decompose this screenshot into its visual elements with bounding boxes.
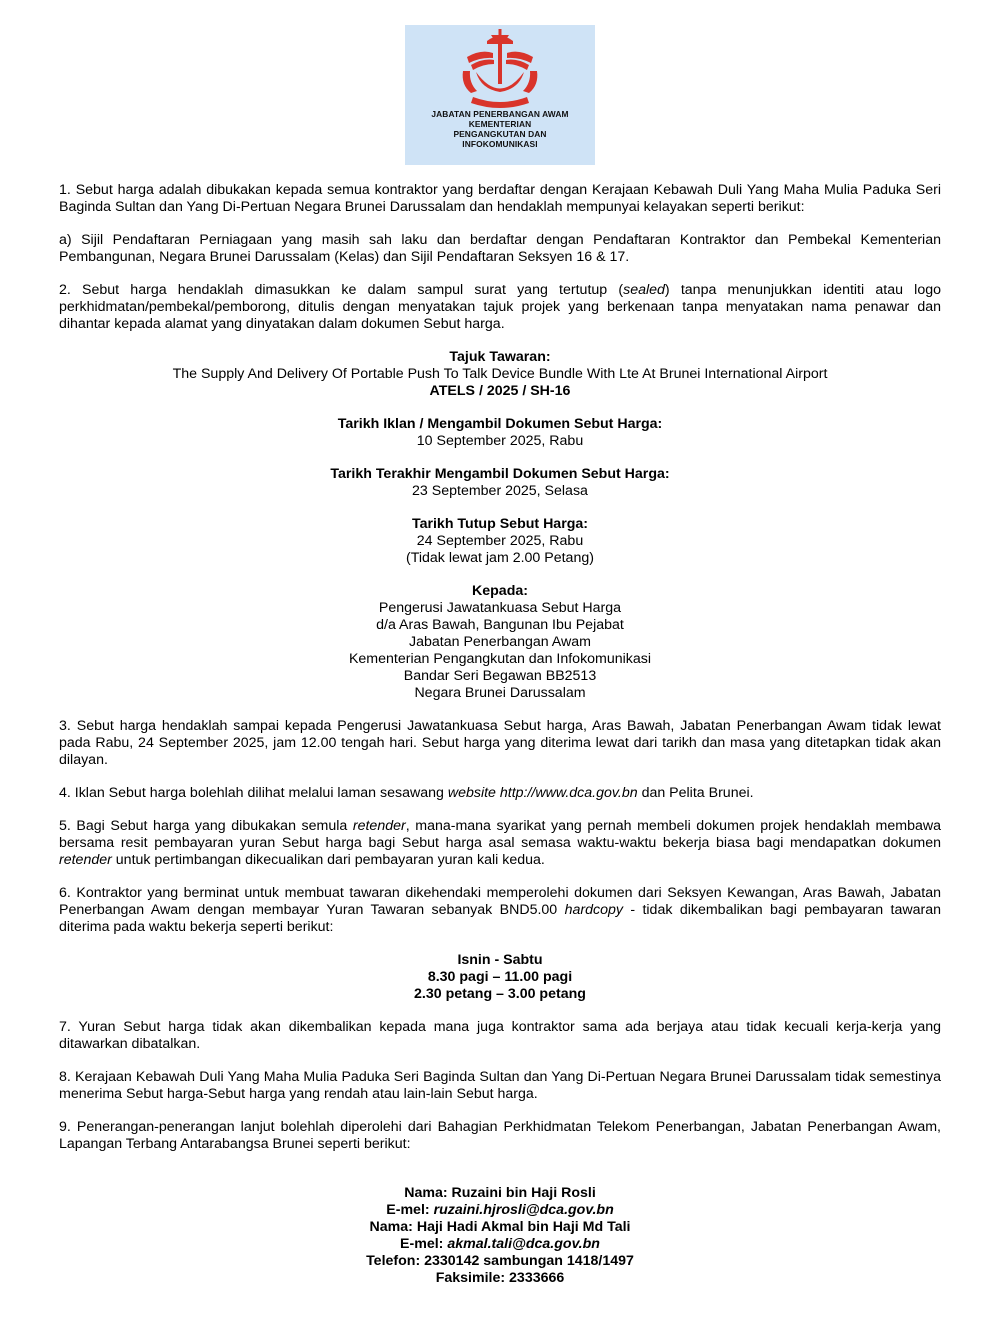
label: Nama:: [404, 1185, 452, 1201]
contact-name-2: [59, 1219, 941, 1236]
text: 2. Sebut harga hendaklah dimasukkan ke dalam sampul surat yang tertutup (: [59, 282, 624, 298]
last-date-block: [59, 466, 941, 500]
closing-time: (Tidak lewat jam 2.00 Petang): [406, 550, 594, 566]
email-link[interactable]: akmal.tali@dca.gov.bn: [447, 1236, 600, 1252]
contact-email-1: [59, 1202, 941, 1219]
text: dan Pelita Brunei.: [637, 785, 754, 801]
agency-name: [405, 109, 595, 149]
address-line: Bandar Seri Begawan BB2513: [403, 668, 597, 684]
brunei-crest-icon: [459, 27, 541, 111]
text: 4. Iklan Sebut harga bolehlah dilihat melalui laman sesawang: [59, 785, 448, 801]
text-italic: sealed: [623, 282, 665, 298]
paragraph-1a: a) Sijil Pendaftaran Perniagaan yang masih sah laku dan berdaftar dengan Pendaftaran Kontraktor dan Pembekal Kementerian Pembangunan, Negara Brunei Darussalam (Kelas) dan Sijil Pendaftaran Seksyen 16 & 17.: [59, 232, 941, 265]
text: untuk pertimbangan dikecualikan dari pembayaran yuran kali kedua.: [111, 852, 545, 868]
contact-name-1: [59, 1185, 941, 1202]
tender-title-label: Tajuk Tawaran:: [449, 349, 551, 365]
value: Ruzaini bin Haji Rosli: [451, 1185, 596, 1201]
text-italic: retender: [59, 852, 112, 868]
address-line: d/a Aras Bawah, Bangunan Ibu Pejabat: [376, 617, 624, 633]
agency-line: PENGANGKUTAN DAN: [453, 129, 547, 139]
closing-date: 24 September 2025, Rabu: [416, 533, 584, 549]
tender-title-block: [59, 349, 941, 400]
last-date-label: Tarikh Terakhir Mengambil Dokumen Sebut Harga:: [330, 466, 670, 482]
paragraph-4: [59, 785, 941, 802]
text: 5. Bagi Sebut harga yang dibukakan semula: [59, 818, 353, 834]
ad-date-label: Tarikh Iklan / Mengambil Dokumen Sebut Harga:: [337, 416, 663, 432]
contact-fax: Faksimile: 2333666: [435, 1270, 565, 1286]
last-date: 23 September 2025, Selasa: [412, 483, 588, 499]
tender-title: The Supply And Delivery Of Portable Push To Talk Device Bundle With Lte At Brunei International Airport: [172, 366, 828, 382]
paragraph-3: 3. Sebut harga hendaklah sampai kepada Pengerusi Jawatankuasa Sebut harga, Aras Bawah, Jabatan Penerbangan Awam tidak lewat pada Rabu, 24 September 2025, jam 12.00 tengah hari. Sebut harga yang diterima lewat dari tarikh dan masa yang ditetapkan tidak akan dilayan.: [59, 718, 941, 768]
agency-line: JABATAN PENERBANGAN AWAM: [431, 109, 569, 119]
text: 6. Kontraktor yang berminat untuk membuat tawaran dikehendaki memperolehi dokumen dari Seksyen Kewangan, Aras Bawah, Jabatan Penerbangan Awam dengan membayar Yuran Tawaran sebanyak BND5.00: [59, 885, 941, 918]
address-block: [59, 583, 941, 702]
label: E-mel:: [386, 1202, 434, 1218]
working-days: Isnin - Sabtu: [457, 952, 543, 968]
ad-date-block: [59, 416, 941, 450]
contact-block: [59, 1185, 941, 1287]
address-label: Kepada:: [472, 583, 528, 599]
ad-date: 10 September 2025, Rabu: [416, 433, 584, 449]
agency-line: INFOKOMUNIKASI: [462, 139, 538, 149]
text-italic: hardcopy: [564, 902, 623, 918]
working-hours-block: [59, 952, 941, 1003]
working-hours-afternoon: 2.30 petang – 3.00 petang: [414, 986, 586, 1002]
email-link[interactable]: ruzaini.hjrosli@dca.gov.bn: [433, 1202, 614, 1218]
paragraph-2: [59, 282, 941, 333]
address-line: Jabatan Penerbangan Awam: [409, 634, 591, 650]
address-line: Kementerian Pengangkutan dan Infokomunikasi: [348, 651, 652, 667]
address-line: Pengerusi Jawatankuasa Sebut Harga: [378, 600, 622, 616]
paragraph-6: [59, 885, 941, 936]
label: Nama:: [369, 1219, 417, 1235]
working-hours-morning: 8.30 pagi – 11.00 pagi: [427, 969, 573, 985]
closing-date-block: [59, 516, 941, 567]
label: E-mel:: [400, 1236, 448, 1252]
paragraph-8: 8. Kerajaan Kebawah Duli Yang Maha Mulia Paduka Seri Baginda Sultan dan Yang Di-Pertuan Negara Brunei Darussalam tidak semestinya menerima Sebut harga-Sebut harga yang rendah atau lain-lain Sebut harga.: [59, 1069, 941, 1102]
website-link[interactable]: website http://www.dca.gov.bn: [447, 785, 638, 801]
value: Haji Hadi Akmal bin Haji Md Tali: [416, 1219, 631, 1235]
contact-email-2: [59, 1236, 941, 1253]
text: , mana-mana syarikat yang pernah membeli dokumen projek hendaklah membawa bersama resit pembayaran yuran Sebut harga bagi Sebut harga asal semasa waktu-waktu bekerja biasa bagi mendapatkan dokumen: [59, 818, 941, 851]
closing-date-label: Tarikh Tutup Sebut Harga:: [411, 516, 589, 532]
text: - tidak dikembalikan bagi pembayaran tawaran diterima pada waktu bekerja seperti berikut:: [59, 902, 941, 935]
paragraph-5: [59, 818, 941, 869]
notice-body: [59, 182, 941, 1303]
agency-logo: [405, 25, 595, 165]
address-line: Negara Brunei Darussalam: [414, 685, 586, 701]
contact-phone: Telefon: 2330142 sambungan 1418/1497: [366, 1253, 634, 1269]
text: ) tanpa menunjukkan identiti atau logo perkhidmatan/pembekal/pemborong, ditulis dengan menyatakan tajuk projek yang berkenaan tanpa menyatakan nama penawar dan dihantar kepada alamat yang dinyatakan dalam dokumen Sebut harga.: [59, 282, 941, 332]
paragraph-9: 9. Penerangan-penerangan lanjut bolehlah diperolehi dari Bahagian Perkhidmatan Telekom Penerbangan, Jabatan Penerbangan Awam, Lapangan Terbang Antarabangsa Brunei seperti berikut:: [59, 1119, 941, 1152]
agency-line: KEMENTERIAN: [468, 119, 532, 129]
paragraph-1: 1. Sebut harga adalah dibukakan kepada semua kontraktor yang berdaftar dengan Kerajaan Kebawah Duli Yang Maha Mulia Paduka Seri Baginda Sultan dan Yang Di-Pertuan Negara Brunei Darussalam dan hendaklah mempunyai kelayakan seperti berikut:: [59, 182, 941, 215]
tender-reference: ATELS / 2025 / SH-16: [429, 383, 571, 399]
paragraph-7: 7. Yuran Sebut harga tidak akan dikembalikan kepada mana juga kontraktor sama ada berjaya atau tidak kecuali kerja-kerja yang ditawarkan dibatalkan.: [59, 1019, 941, 1052]
text-italic: retender: [352, 818, 406, 834]
